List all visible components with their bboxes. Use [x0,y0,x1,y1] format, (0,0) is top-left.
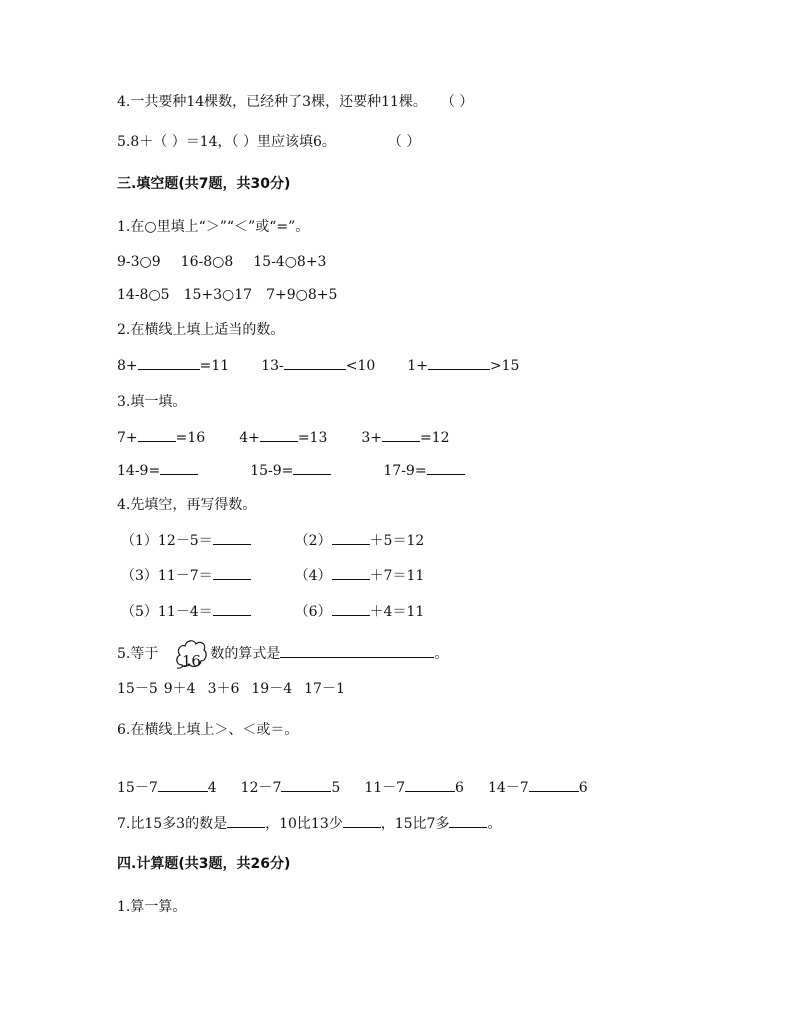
expr-post: <10 [345,358,376,374]
option-item: 17－1 [304,681,345,697]
expr-pre: 17-9= [383,463,427,479]
expr-pre: 7+ [117,430,138,446]
options-row [117,679,345,699]
answer-paren[interactable]: （ ） [387,134,421,150]
fill-sentence [117,813,501,834]
expr-pre: 1+ [407,358,428,374]
question-text: 5.8＋（ ）＝14，（ ）里应该填6。 [117,134,336,150]
answer-blank[interactable] [213,565,251,580]
question-title: 2.在横线上填上适当的数。 [117,322,285,338]
option-item: 3＋6 [207,681,240,697]
compare-item[interactable]: 7+9○8+5 [266,287,338,303]
expr-post: 6 [455,780,464,796]
compare-item[interactable]: 15+3○17 [183,287,253,303]
answer-blank[interactable] [343,813,381,828]
expr-post: 4 [207,780,217,796]
option-item: 9＋4 [163,681,196,697]
expr-post: >15 [489,358,520,374]
expr-pre: 11－7 [364,780,406,796]
calc-row [117,565,424,586]
question-title: 1.在○里填上“＞”“＜”或“=”。 [117,219,310,235]
expr-pre: 12－7 [240,780,282,796]
answer-blank[interactable] [427,460,465,475]
question-title: 6.在横线上填上＞、＜或＝。 [117,722,299,738]
answer-blank[interactable] [382,427,420,442]
expr-post: ＋5＝12 [369,533,425,549]
section-title: 三.填空题(共7题，共30分) [117,176,291,192]
expr-post: 6 [578,780,588,796]
expr-post: 数的算式是 [210,646,281,662]
answer-blank[interactable] [260,427,298,442]
expr-pre: 15－7 [117,780,158,796]
expr-post: =13 [297,430,328,446]
question-title: 4.先填空，再写得数。 [117,497,257,513]
answer-blank[interactable] [227,813,265,828]
answer-blank[interactable] [529,777,579,792]
expr-pre: （4） [294,568,332,584]
answer-blank[interactable] [213,530,251,545]
expr-post: =11 [199,358,230,374]
sentence-part: ，15比7多 [380,816,450,832]
answer-blank[interactable] [332,565,370,580]
compare-item[interactable]: 14-8○5 [117,287,170,303]
expr-end: 。 [434,646,449,662]
answer-blank[interactable] [138,355,200,370]
expr-post: 5 [331,780,341,796]
section-title: 四.计算题(共3题，共26分) [117,856,291,872]
judge-question-5 [117,132,420,152]
answer-blank[interactable] [158,777,208,792]
expr-pre: 5.等于 [117,646,159,662]
expr-pre: 14-9= [117,463,161,479]
answer-blank[interactable] [293,460,331,475]
answer-blank[interactable] [405,777,455,792]
sentence-part: 。 [487,816,502,832]
answer-blank[interactable] [280,643,434,658]
expr-pre: （2） [294,533,332,549]
expr-post: ＋4＝11 [369,604,425,620]
option-item: 19－4 [251,681,293,697]
fill-row [117,460,465,481]
answer-blank[interactable] [428,355,490,370]
expr-pre: 13- [261,358,284,374]
answer-blank[interactable] [449,813,487,828]
answer-blank[interactable] [332,601,370,616]
answer-blank[interactable] [284,355,346,370]
compare-row-1 [117,252,326,272]
judge-question-4 [117,92,473,112]
answer-blank[interactable] [213,601,251,616]
expr-pre: （5）11－4＝ [121,604,213,620]
answer-blank[interactable] [160,460,198,475]
expr-pre: （3）11－7＝ [121,568,213,584]
expr-pre: 3+ [361,430,383,446]
question-title: 3.填一填。 [117,394,187,410]
cloud-question [117,636,448,672]
calc-row [117,530,424,551]
expr-post: ＋7＝11 [369,568,425,584]
compare-item[interactable]: 16-8○8 [180,254,234,270]
question-title: 1.算一算。 [117,899,187,915]
cloud-number: 16 [181,652,201,670]
answer-blank[interactable] [281,777,331,792]
answer-paren[interactable]: （ ） [440,94,474,110]
question-text: 4.一共要种14棵数，已经种了3棵，还要种11棵。 [117,94,427,110]
expr-pre: 14－7 [487,780,529,796]
expr-pre: 4+ [239,430,260,446]
sentence-part: ，10比13少 [265,816,343,832]
option-item: 15－5 [117,681,158,697]
compare-row-2 [117,285,337,305]
expr-pre: （1）12－5＝ [121,533,213,549]
answer-blank[interactable] [138,427,176,442]
sentence-part: 7.比15多3的数是 [117,816,228,832]
answer-blank[interactable] [332,530,370,545]
compare-item[interactable]: 9-3○9 [117,254,161,270]
expr-pre: 15-9= [250,463,294,479]
compare-fill-row [117,777,588,798]
calc-row [117,601,424,622]
expr-post: =12 [420,430,450,446]
expr-post: =16 [175,430,206,446]
expr-pre: 8+ [117,358,138,374]
expr-pre: （6） [294,604,332,620]
compare-item[interactable]: 15-4○8+3 [253,254,327,270]
cloud-icon [174,637,208,671]
fill-row [117,355,519,376]
fill-row [117,427,450,448]
